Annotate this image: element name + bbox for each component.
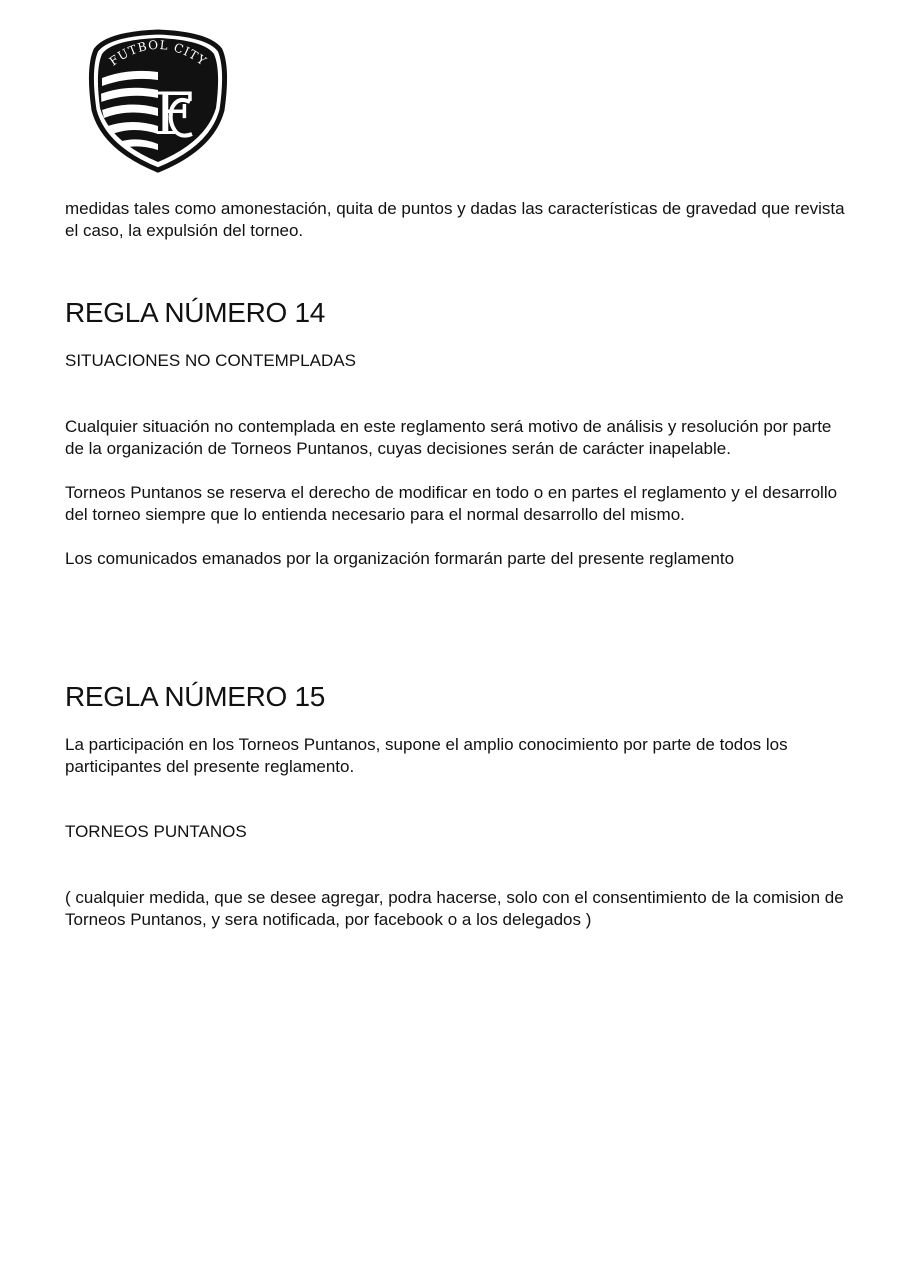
signature: TORNEOS PUNTANOS (65, 822, 247, 841)
rule-14-paragraph-2: Torneos Puntanos se reserva el derecho de modificar en todo o en partes el reglamento y el desarrollo del torneo siempre que lo entienda necesario para el normal desarrollo del mismo. (65, 483, 838, 524)
svg-text:F: F (153, 80, 195, 148)
logo-text: FUTBOL CITY (106, 37, 210, 69)
rule-14-paragraph-1: Cualquier situación no contemplada en este reglamento será motivo de análisis y resolución por parte de la organización de Torneos Puntanos, cuyas decisiones serán de carácter inapelable. (65, 417, 832, 458)
rule-14-paragraph-3: Los comunicados emanados por la organización formarán parte del presente reglamento (65, 549, 735, 568)
rule-14-title: REGLA NÚMERO 14 (65, 297, 326, 328)
closing-note: ( cualquier medida, que se desee agregar, podra hacerse, solo con el consentimiento de la comision de Torneos Puntanos, y sera notificada, por facebook o a los delegados ) (65, 888, 844, 929)
intro-paragraph: medidas tales como amonestación, quita de puntos y dadas las características de gravedad que revista el caso, la expulsión del torneo. (65, 199, 845, 240)
rule-15-title: REGLA NÚMERO 15 (65, 681, 326, 712)
futbol-city-logo (88, 28, 228, 174)
rule-14-subtitle: SITUACIONES NO CONTEMPLADAS (65, 351, 356, 370)
rule-15-paragraph: La participación en los Torneos Puntanos, supone el amplio conocimiento por parte de todos los participantes del presente reglamento. (65, 735, 788, 776)
